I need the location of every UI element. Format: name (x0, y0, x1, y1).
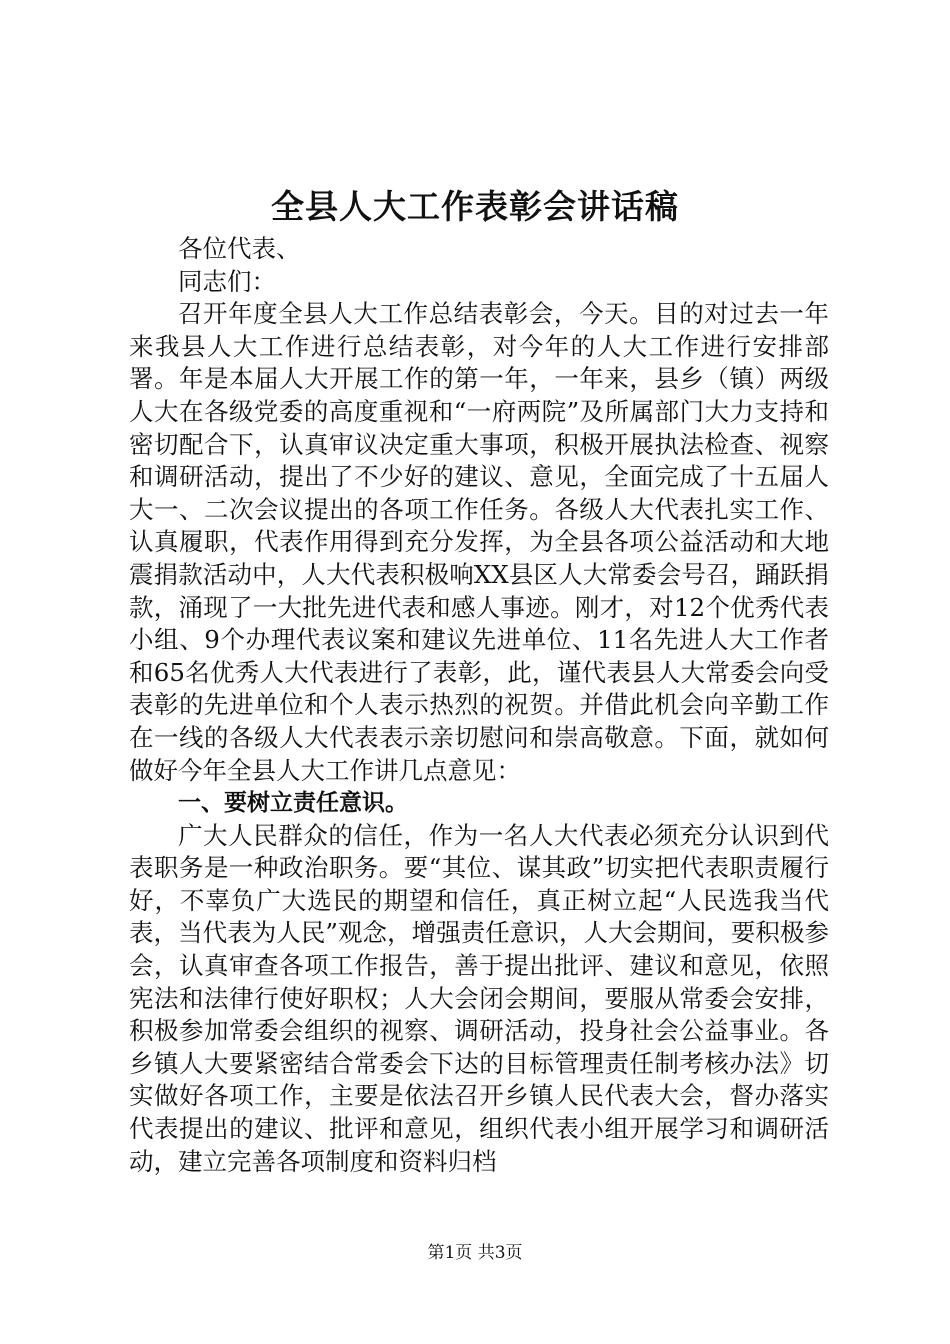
salutation-line-1: 各位代表、 (178, 234, 301, 263)
salutation-line-2: 同志们： (178, 266, 276, 296)
document-body (129, 233, 829, 1178)
paragraph-1: 召开年度全县人大工作总结表彰会，今天。目的对过去一年来我县人大工作进行总结表彰，对今年的人大工作进行安排部署。年是本届人大开展工作的第一年，一年来，县乡（镇）两级人大在各级党委的高度重视和“一府两院”及所属部门大力支持和密切配合下，认真审议决定重大事项，积极开展执法检查、视察和调研活动，提出了不少好的建议、意见，全面完成了十五届人大一、二次会议提出的各项工作任务。各级人大代表扎实工作、认真履职，代表作用得到充分发挥，为全县各项公益活动和大地震捐款活动中，人大代表积极响XX县区人大常委会号召，踊跃捐款，涌现了一大批先进代表和感人事迹。刚才，对12个优秀代表小组、9个办理代表议案和建议先进单位、11名先进人大工作者和65名优秀人大代表进行了表彰，此，谨代表县人大常委会向受表彰的先进单位和个人表示热烈的祝贺。并借此机会向辛勤工作在一线的各级人大代表表示亲切慰问和崇高敬意。下面，就如何做好今年全县人大工作讲几点意见： (129, 299, 829, 785)
page-number-footer: 第1页 共3页 (427, 1243, 523, 1263)
paragraph-2: 广大人民群众的信任，作为一名人大代表必须充分认识到代表职务是一种政治职务。要“其位、谋其政”切实把代表职责履行好，不辜负广大选民的期望和信任，真正树立起“人民选我当代表，当代表为人民”观念，增强责任意识，人大会期间，要积极参会，认真审查各项工作报告，善于提出批评、建议和意见，依照宪法和法律行使好职权；人大会闭会期间，要服从常委会安排，积极参加常委会组织的视察、调研活动，投身社会公益事业。各乡镇人大要紧密结合常委会下达的目标管理责任制考核办法》切实做好各项工作，主要是依法召开乡镇人民代表大会，督办落实代表提出的建议、批评和意见，组织代表小组开展学习和调研活动，建立完善各项制度和资料归档 (129, 820, 829, 1176)
document-title: 全县人大工作表彰会讲话稿 (271, 187, 679, 226)
section-1-heading: 一、要树立责任意识。 (178, 790, 408, 817)
